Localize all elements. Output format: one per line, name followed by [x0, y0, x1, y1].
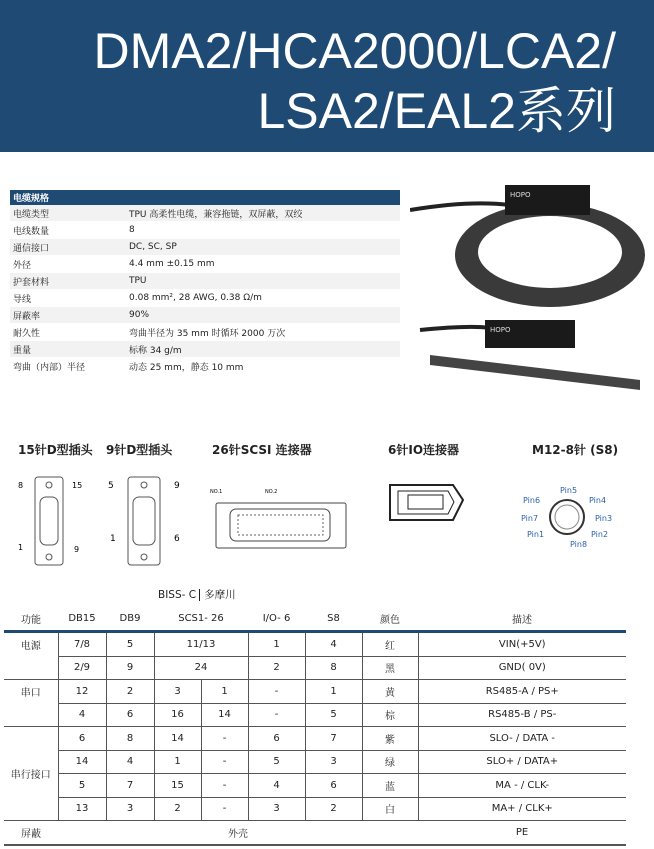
- spec-title: 电缆规格: [10, 190, 400, 205]
- spec-value: 4.4 mm ±0.15 mm: [126, 256, 400, 273]
- pin-cell: 15: [154, 774, 201, 798]
- svg-text:9: 9: [74, 545, 80, 554]
- pin-cell: 3: [305, 750, 362, 774]
- spec-label: 耐久性: [10, 324, 126, 341]
- pin-cell: 1: [248, 632, 305, 657]
- pin-cell: 6: [106, 703, 154, 727]
- encoder-photo: [410, 180, 650, 395]
- pin-cell: 6: [248, 727, 305, 751]
- pin-cell: -: [248, 703, 305, 727]
- svg-text:1: 1: [110, 534, 116, 544]
- spec-value: 弯曲半径为 35 mm 时循环 2000 万次: [126, 324, 400, 341]
- spec-value: TPU: [126, 273, 400, 290]
- pin-cell: -: [201, 797, 248, 821]
- spec-row: [10, 239, 400, 256]
- pin-cell: 2/9: [58, 656, 106, 680]
- pin-cell: 16: [154, 703, 201, 727]
- svg-text:6: 6: [174, 534, 180, 544]
- pin-cell: 蓝: [362, 774, 418, 798]
- pin-cell: 2: [154, 797, 201, 821]
- function-group: 电源: [4, 632, 58, 680]
- pin-cell: 1: [305, 680, 362, 704]
- brand-label-2: HOPO: [490, 326, 511, 334]
- svg-text:Pin4: Pin4: [589, 496, 607, 505]
- pin-cell: 4: [58, 703, 106, 727]
- spec-row: [10, 222, 400, 239]
- pin-cell: 6: [58, 727, 106, 751]
- pin-cell: 7: [305, 727, 362, 751]
- spec-row: [10, 358, 400, 375]
- pin-cell: 5: [58, 774, 106, 798]
- pin-cell: 4: [248, 774, 305, 798]
- pin-cell: RS485-A / PS+: [418, 680, 626, 704]
- pin-cell: 2: [305, 797, 362, 821]
- svg-text:15: 15: [72, 481, 83, 490]
- m12-drawing: [515, 475, 645, 555]
- pin-cell: -: [248, 680, 305, 704]
- pin-cell: 11/13: [154, 632, 248, 657]
- scsi-drawing: [210, 475, 350, 565]
- connector-title-m12: M12-8针 (S8): [532, 443, 619, 457]
- svg-text:Pin5: Pin5: [560, 486, 578, 495]
- svg-text:Pin7: Pin7: [521, 514, 539, 523]
- spec-value: 0.08 mm², 28 AWG, 0.38 Ω/m: [126, 290, 400, 307]
- column-header: I/O- 6: [248, 607, 305, 632]
- column-header: 描述: [418, 607, 626, 632]
- pin-cell: 9: [106, 656, 154, 680]
- pin-cell: 8: [106, 727, 154, 751]
- pin-cell: 4: [305, 632, 362, 657]
- pin-cell: 4: [106, 750, 154, 774]
- pin-cell: 24: [154, 656, 248, 680]
- header-banner: [0, 0, 654, 152]
- pin-cell: 3: [248, 797, 305, 821]
- svg-text:Pin8: Pin8: [570, 540, 588, 549]
- pin-row: [4, 727, 626, 751]
- spec-label: 电缆类型: [10, 205, 126, 222]
- svg-text:Pin1: Pin1: [527, 530, 545, 539]
- spec-value: 90%: [126, 307, 400, 324]
- pin-cell: 紫: [362, 727, 418, 751]
- pin-cell: -: [201, 774, 248, 798]
- pin-cell: 绿: [362, 750, 418, 774]
- spec-value: 标称 34 g/m: [126, 341, 400, 358]
- pin-cell: MA+ / CLK+: [418, 797, 626, 821]
- db15-drawing: [10, 475, 85, 570]
- pin-cell: 14: [154, 727, 201, 751]
- column-header: 功能: [4, 607, 58, 632]
- column-header: SCS1- 26: [154, 607, 248, 632]
- pin-cell: 7/8: [58, 632, 106, 657]
- svg-text:1: 1: [18, 543, 24, 552]
- spec-value: DC, SC, SP: [126, 239, 400, 256]
- spec-label: 重量: [10, 341, 126, 358]
- io-drawing: [388, 475, 468, 535]
- pin-cell: 14: [58, 750, 106, 774]
- pin-cell: RS485-B / PS-: [418, 703, 626, 727]
- pin-cell: 棕: [362, 703, 418, 727]
- spec-label: 外径: [10, 256, 126, 273]
- pin-cell: 白: [362, 797, 418, 821]
- pin-cell: 红: [362, 632, 418, 657]
- connector-title-db9: 9针D型插头: [106, 443, 173, 457]
- svg-text:Pin3: Pin3: [595, 514, 613, 523]
- spec-row: [10, 341, 400, 358]
- pin-cell: 6: [305, 774, 362, 798]
- shield-housing: 外壳: [58, 821, 418, 845]
- column-header: S8: [305, 607, 362, 632]
- pin-cell: 14: [201, 703, 248, 727]
- spec-label: 弯曲（内部）半径: [10, 358, 126, 375]
- pin-row: [4, 703, 626, 727]
- biss-tamagawa-label: BISS- C 多摩川: [158, 589, 236, 601]
- pin-cell: 3: [106, 797, 154, 821]
- pin-cell: -: [201, 727, 248, 751]
- pin-cell: 7: [106, 774, 154, 798]
- pin-row: [4, 797, 626, 821]
- pin-row: [4, 680, 626, 704]
- pin-cell: 3: [154, 680, 201, 704]
- pin-cell: 5: [305, 703, 362, 727]
- svg-text:5: 5: [108, 481, 114, 491]
- spec-row: [10, 324, 400, 341]
- pin-cell: 8: [305, 656, 362, 680]
- shield-desc: PE: [418, 821, 626, 845]
- column-header: 颜色: [362, 607, 418, 632]
- svg-text:Pin2: Pin2: [591, 530, 609, 539]
- spec-label: 屏蔽率: [10, 307, 126, 324]
- spec-row: [10, 307, 400, 324]
- spec-row: [10, 273, 400, 290]
- spec-row: [10, 290, 400, 307]
- pin-cell: SLO+ / DATA+: [418, 750, 626, 774]
- function-group: 屏蔽: [4, 821, 58, 845]
- spec-value: TPU 高柔性电缆，兼容拖链，双屏蔽，双绞: [126, 205, 400, 222]
- spec-label: 通信接口: [10, 239, 126, 256]
- spec-value: 8: [126, 222, 400, 239]
- spec-label: 导线: [10, 290, 126, 307]
- connector-title-scsi: 26针SCSI 连接器: [212, 443, 312, 457]
- pin-cell: VIN(+5V): [418, 632, 626, 657]
- function-group: 串口: [4, 680, 58, 727]
- brand-label: HOPO: [510, 191, 531, 199]
- connector-title-io: 6针IO连接器: [388, 443, 460, 457]
- column-header: DB9: [106, 607, 154, 632]
- pin-cell: 黑: [362, 656, 418, 680]
- function-group: 串行接口: [4, 727, 58, 821]
- connector-title-db15: 15针D型插头: [18, 443, 93, 457]
- pin-cell: SLO- / DATA -: [418, 727, 626, 751]
- svg-text:NO.2: NO.2: [265, 489, 278, 495]
- pin-cell: 5: [106, 632, 154, 657]
- pin-cell: MA - / CLK-: [418, 774, 626, 798]
- svg-text:9: 9: [174, 481, 180, 491]
- pin-cell: 5: [248, 750, 305, 774]
- pin-cell: -: [201, 750, 248, 774]
- pin-cell: 1: [154, 750, 201, 774]
- pin-row: [4, 774, 626, 798]
- column-header: DB15: [58, 607, 106, 632]
- db9-drawing: [103, 475, 188, 570]
- spec-row: [10, 256, 400, 273]
- pin-cell: 2: [106, 680, 154, 704]
- pin-row: [4, 656, 626, 680]
- spec-row: [10, 205, 400, 222]
- pin-cell: 2: [248, 656, 305, 680]
- spec-value: 动态 25 mm，静态 10 mm: [126, 358, 400, 375]
- spec-label: 护套材料: [10, 273, 126, 290]
- spec-label: 电线数量: [10, 222, 126, 239]
- svg-text:Pin6: Pin6: [523, 496, 541, 505]
- title-line-2: LSA2/EAL2系列: [257, 83, 616, 139]
- svg-text:NO.1: NO.1: [210, 489, 223, 495]
- svg-text:8: 8: [18, 481, 24, 490]
- pin-row: [4, 632, 626, 657]
- pinout-table: [4, 607, 626, 846]
- pin-cell: GND( 0V): [418, 656, 626, 680]
- pin-cell: 13: [58, 797, 106, 821]
- pin-cell: 12: [58, 680, 106, 704]
- pin-cell: 黄: [362, 680, 418, 704]
- title-line-1: DMA2/HCA2000/LCA2/: [93, 23, 616, 79]
- cable-spec-table: [10, 190, 400, 375]
- pin-row: [4, 750, 626, 774]
- pin-cell: 1: [201, 680, 248, 704]
- shield-row: [4, 821, 626, 845]
